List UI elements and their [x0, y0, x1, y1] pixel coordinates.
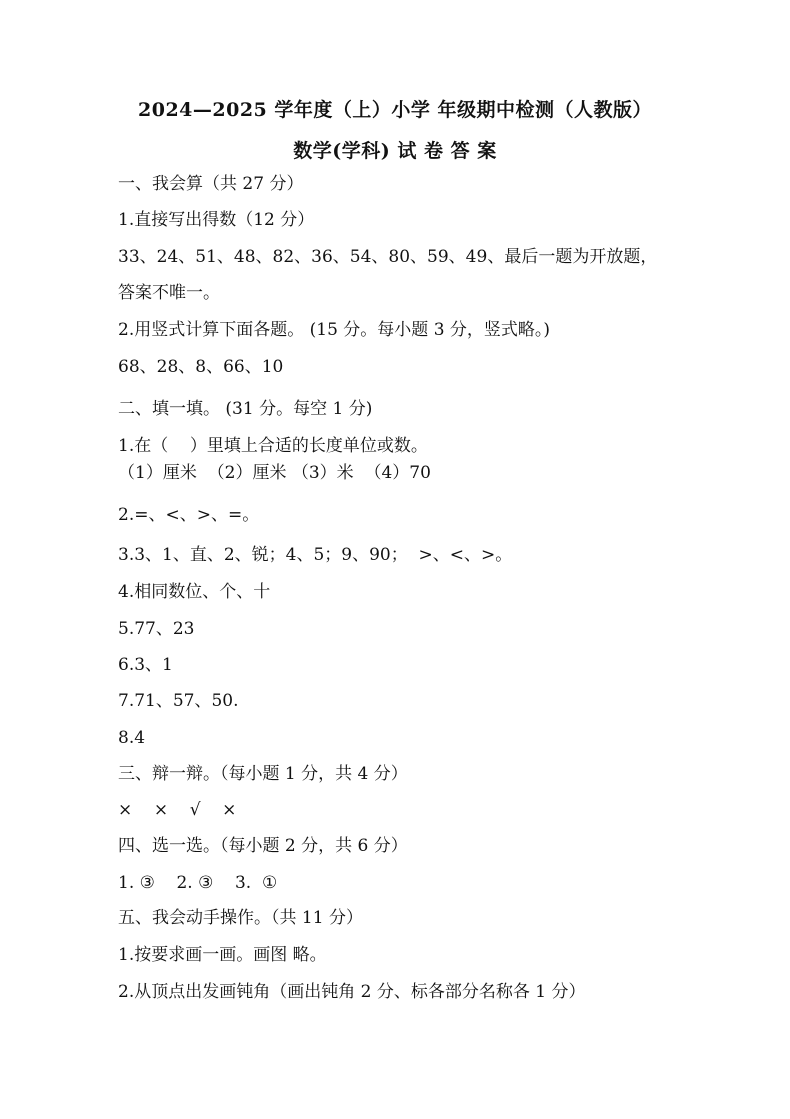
answer-1-1-cont: 答案不唯一。	[118, 283, 220, 303]
answer-2-5: 5.77、23	[118, 619, 195, 639]
section-4-heading: 四、选一选。（每小题 2 分，共 6 分）	[118, 836, 408, 856]
section-1-heading: 一、我会算（共 27 分）	[118, 174, 304, 194]
answer-2-4: 4.相同数位、个、十	[118, 582, 271, 602]
answer-4: 1. ③ 2. ③ 3. ①	[118, 873, 278, 893]
answer-5-1: 1.按要求画一画。画图 略。	[118, 945, 327, 965]
answer-2-6: 6.3、1	[118, 655, 173, 675]
question-1-2: 2.用竖式计算下面各题。 (15 分。每小题 3 分，竖式略。)	[118, 320, 551, 340]
section-5-heading: 五、我会动手操作。（共 11 分）	[118, 908, 363, 928]
answer-2-8: 8.4	[118, 728, 146, 748]
page-title: 2024—2025 学年度（上）小学 年级期中检测（人教版）	[138, 99, 652, 121]
answer-1-1: 33、24、51、48、82、36、54、80、59、49、最后一题为开放题，	[118, 247, 658, 267]
answer-5-2: 2.从顶点出发画钝角（画出钝角 2 分、标各部分名称各 1 分）	[118, 982, 586, 1002]
answer-2-2: 2.=、<、>、=。	[118, 505, 260, 525]
answer-2-3: 3.3、1、直、2、锐；4、5；9、90； >、<、>。	[118, 545, 513, 565]
section-3-heading: 三、辩一辩。（每小题 1 分，共 4 分）	[118, 764, 408, 784]
question-1-1: 1.直接写出得数（12 分）	[118, 210, 315, 230]
answer-1-2: 68、28、8、66、10	[118, 357, 284, 377]
answer-3: × × √ ×	[118, 800, 237, 820]
page-subtitle: 数学(学科) 试 卷 答 案	[293, 140, 497, 162]
answer-2-7: 7.71、57、50.	[118, 691, 239, 711]
question-2-1: 1.在（ ）里填上合适的长度单位或数。	[118, 436, 428, 456]
answer-2-1: （1）厘米 （2）厘米 （3）米 （4）70	[118, 463, 431, 483]
section-2-heading: 二、填一填。 (31 分。每空 1 分)	[118, 399, 373, 419]
